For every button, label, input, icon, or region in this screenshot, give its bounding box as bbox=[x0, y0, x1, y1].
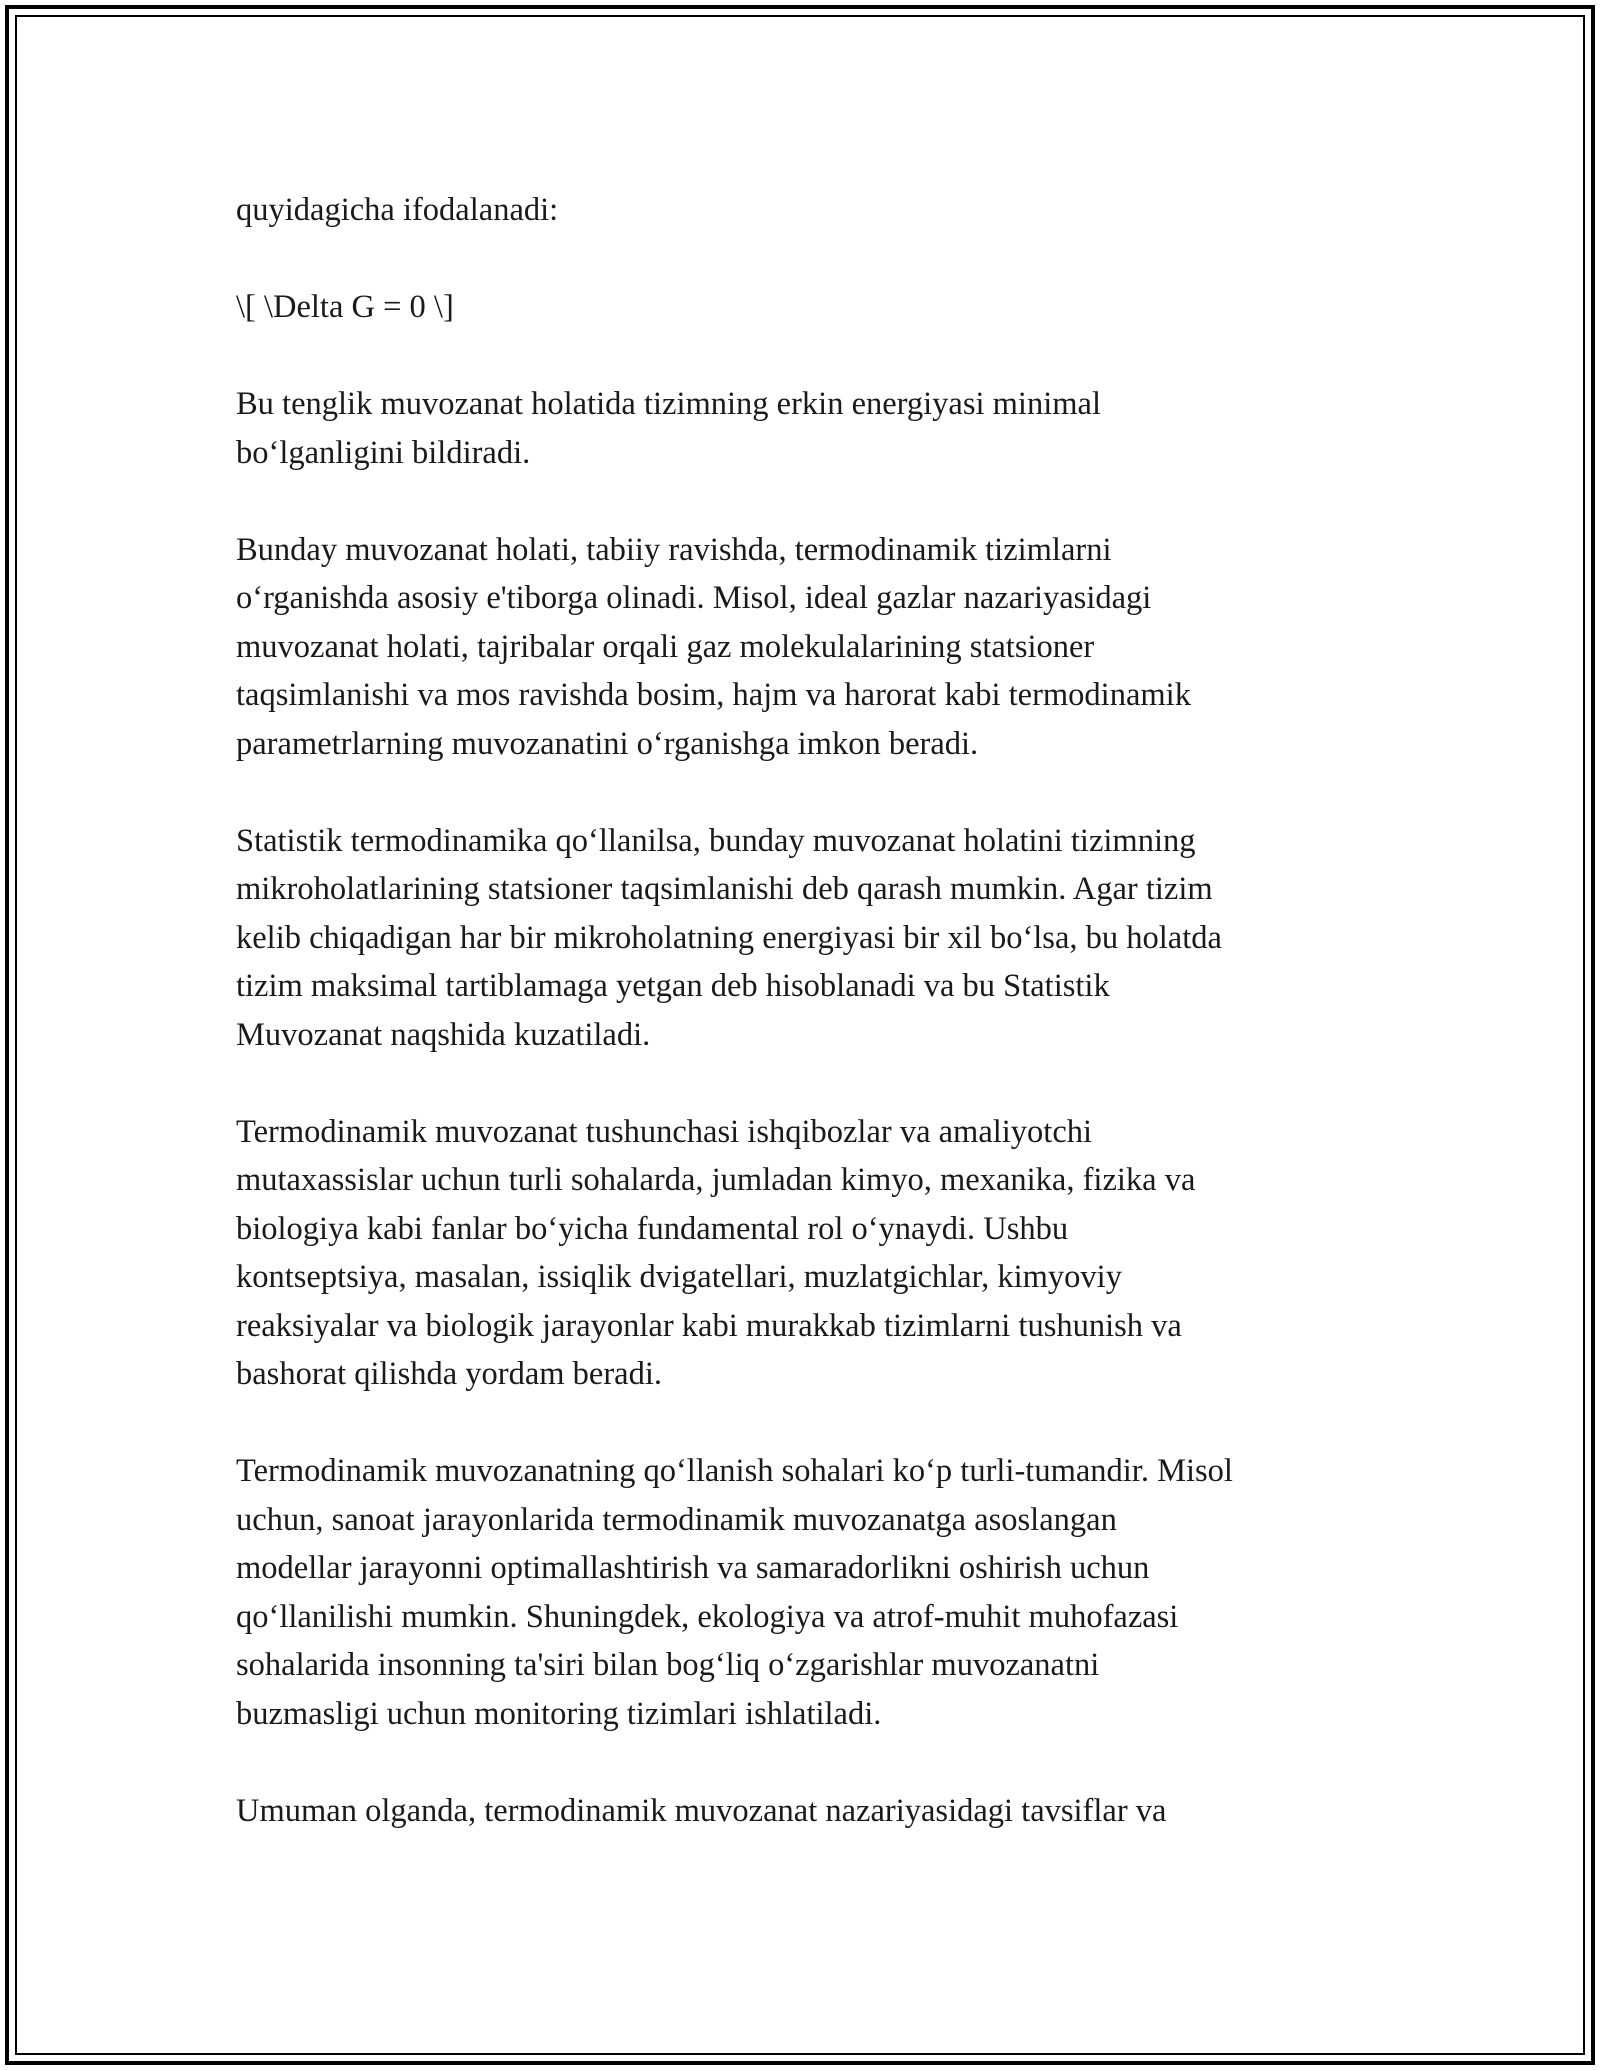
equation: \[ \Delta G = 0 \] bbox=[236, 289, 454, 325]
paragraph: Termodinamik muvozanatning qo‘llanish sohalari ko‘p turli-tumandir. Misol uchun, sanoat jarayonlarida termodinamik muvozanatga asoslangan modellar jarayonni optimallashtirish va samaradorlikni oshirish uchun qo‘llanilishi mumkin. Shuningdek, ekologiya va atrof-muhit muhofazasi sohalarida insonning ta'siri bilan bog‘liq o‘zgarishlar muvozanatni buzmasligi uchun monitoring tizimlari ishlatiladi. bbox=[236, 1453, 1233, 1732]
paragraph-last: Umuman olganda, termodinamik muvozanat nazariyasidagi tavsiflar va bbox=[236, 1792, 1167, 1829]
paragraph: Statistik termodinamika qo‘llanilsa, bunday muvozanat holatini tizimning mikroholatlarining statsioner taqsimlanishi deb qarash mumkin. Agar tizim kelib chiqadigan har bir mikroholatning energiyasi bir xil bo‘lsa, bu holatda tizim maksimal tartiblamaga yetgan deb hisoblanadi va bu Statistik Muvozanat naqshida kuzatiladi. bbox=[236, 822, 1222, 1053]
document-body bbox=[236, 186, 1376, 1884]
paragraph-intro: quyidagicha ifodalanadi: bbox=[236, 192, 559, 228]
paragraph: Bu tenglik muvozanat holatida tizimning erkin energiyasi minimal bo‘lganligini bildiradi. bbox=[236, 386, 1101, 471]
paragraph: Termodinamik muvozanat tushunchasi ishqibozlar va amaliyotchi mutaxassislar uchun turli sohalarda, jumladan kimyo, mexanika, fizika va biologiya kabi fanlar bo‘yicha fundamental rol o‘ynaydi. Ushbu kontseptsiya, masalan, issiqlik dvigatellari, muzlatgichlar, kimyoviy reaksiyalar va biologik jarayonlar kabi murakkab tizimlarni tushunish va bashorat qilishda yordam beradi. bbox=[236, 1113, 1196, 1392]
paragraph: Bunday muvozanat holati, tabiiy ravishda, termodinamik tizimlarni o‘rganishda asosiy e'tiborga olinadi. Misol, ideal gazlar nazariyasidagi muvozanat holati, tajribalar orqali gaz molekulalarining statsioner taqsimlanishi va mos ravishda bosim, hajm va harorat kabi termodinamik parametrlarning muvozanatini o‘rganishga imkon beradi. bbox=[236, 531, 1191, 762]
